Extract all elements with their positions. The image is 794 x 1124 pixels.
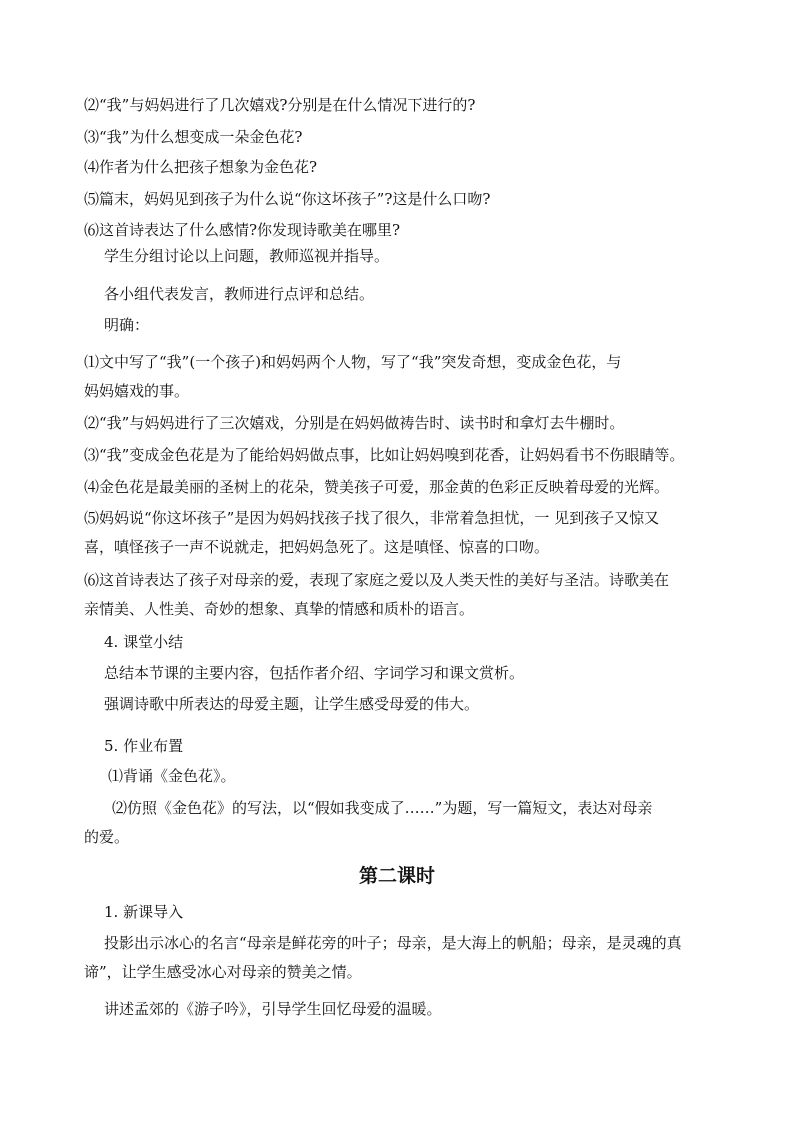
intro-line-3: 讲述孟郊的《游子吟》，引导学生回忆母爱的温暖。 <box>104 1000 442 1018</box>
answer-1-line-1: ⑴文中写了“我”(一个孩子)和妈妈两个人物，写了“我”突发奇想，变成金色花，与 <box>84 353 622 371</box>
question-3: ⑶“我”为什么想变成一朵金色花? <box>84 128 303 146</box>
homework-item-2-line-1: ⑵仿照《金色花》的写法，以“假如我变成了……”为题，写一篇短文，表达对母亲 <box>112 799 653 817</box>
intro-title: 1. 新课导入 <box>104 903 184 921</box>
summary-line-1: 总结本节课的主要内容，包括作者介绍、字词学习和课文赏析。 <box>104 664 525 682</box>
homework-item-2-line-2: 的爱。 <box>84 828 130 846</box>
process-discussion: 学生分组讨论以上问题，教师巡视并指导。 <box>104 247 390 265</box>
intro-line-2: 谛”，让学生感受冰心对母亲的赞美之情。 <box>84 963 362 981</box>
answer-2: ⑵“我”与妈妈进行了三次嬉戏，分别是在妈妈做祷告时、读书时和拿灯去牛棚时。 <box>84 414 625 432</box>
answer-6-line-1: ⑹这首诗表达了孩子对母亲的爱，表现了家庭之爱以及人类天性的美好与圣洁。诗歌美在 <box>84 571 670 589</box>
answer-5-line-2: 喜，嗔怪孩子一声不说就走，把妈妈急死了。这是嗔怪、惊喜的口吻。 <box>84 538 550 556</box>
answer-6-line-2: 亲情美、人性美、奇妙的想象、真挚的情感和质朴的语言。 <box>84 600 475 618</box>
question-4: ⑷作者为什么把孩子想象为金色花? <box>84 158 318 176</box>
answer-1-line-2: 妈妈嬉戏的事。 <box>84 382 190 400</box>
answer-3: ⑶“我”变成金色花是为了能给妈妈做点事，比如让妈妈嗅到花香，让妈妈看书不伤眼睛等。 <box>84 446 685 464</box>
lesson-2-heading: 第二课时 <box>358 865 435 887</box>
process-report: 各小组代表发言，教师进行点评和总结。 <box>104 285 375 303</box>
answer-5-line-1: ⑸妈妈说“你这坏孩子”是因为妈妈找孩子找了很久，非常着急担忧，一 见到孩子又惊又 <box>84 509 660 527</box>
homework-title: 5. 作业布置 <box>104 737 184 755</box>
question-6: ⑹这首诗表达了什么感情?你发现诗歌美在哪里? <box>84 221 401 239</box>
intro-line-1: 投影出示冰心的名言“母亲是鲜花旁的叶子；母亲，是大海上的帆船；母亲，是灵魂的真 <box>104 934 682 952</box>
homework-item-1: ⑴背诵《金色花》。 <box>108 767 236 785</box>
answer-4: ⑷金色花是最美丽的圣树上的花朵，赞美孩子可爱，那金黄的色彩正反映着母爱的光辉。 <box>84 478 670 496</box>
summary-title: 4. 课堂小结 <box>104 633 184 651</box>
process-clarify-label: 明确： <box>104 316 150 334</box>
summary-line-2: 强调诗歌中所表达的母爱主题，让学生感受母爱的伟大。 <box>104 695 480 713</box>
question-5: ⑸篇末，妈妈见到孩子为什么说“你这坏孩子”?这是什么口吻? <box>84 190 491 208</box>
question-2: ⑵“我”与妈妈进行了几次嬉戏?分别是在什么情况下进行的? <box>84 96 476 114</box>
